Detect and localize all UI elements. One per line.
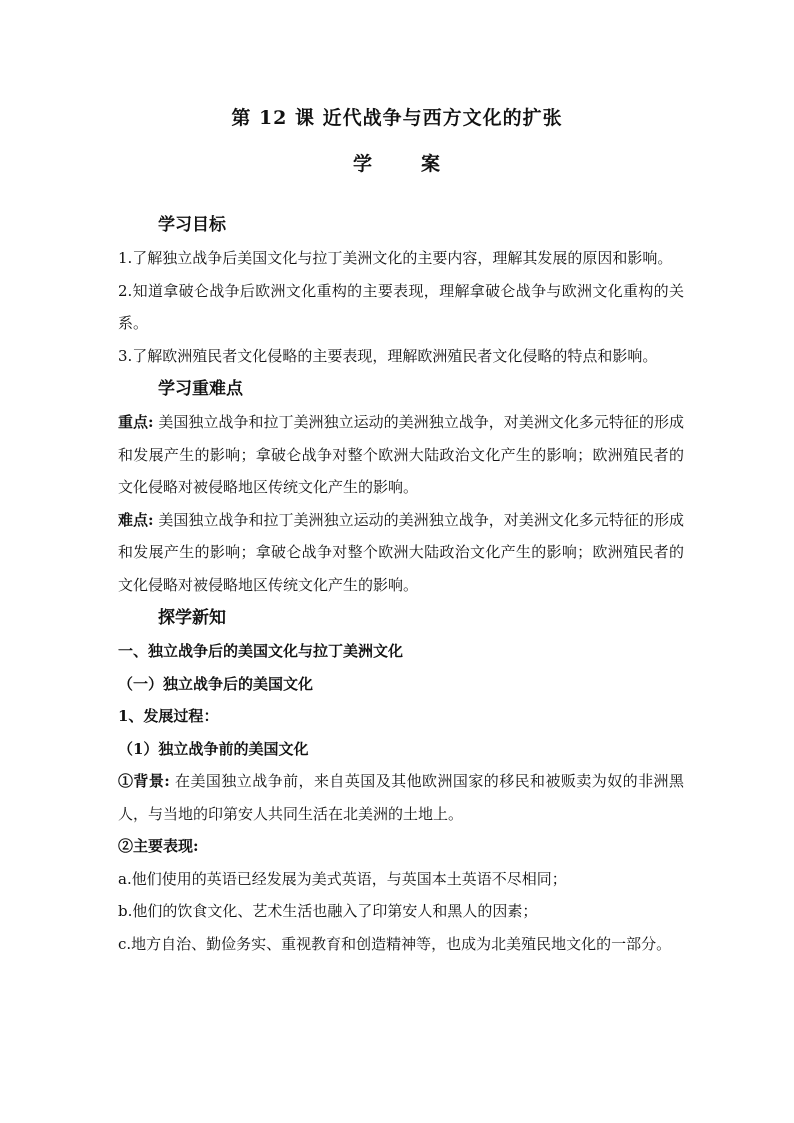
list-item: a.他们使用的英语已经发展为美式英语，与英国本土英语不尽相同；: [118, 869, 567, 888]
background-paragraph: [118, 765, 684, 830]
lesson-subtitle: [0, 149, 794, 176]
difficulty-paragraph: [118, 504, 684, 602]
list-item: b.他们的饮食文化、艺术生活也融入了印第安人和黑人的因素；: [118, 902, 538, 920]
subtitle-char-2: 案: [421, 153, 442, 175]
difficulty-label: 难点:: [118, 510, 154, 529]
explore-heading: 探学新知: [158, 608, 226, 628]
focus-label: 重点:: [118, 413, 154, 431]
objective-item: 3.了解欧洲殖民者文化侵略的主要表现，理解欧洲殖民者文化侵略的特点和影响。: [118, 346, 658, 365]
objective-item: 1.了解独立战争后美国文化与拉丁美洲文化的主要内容，理解其发展的原因和影响。: [118, 249, 673, 267]
background-text: 在美国独立战争前，来自英国及其他欧洲国家的移民和被贩卖为奴的非洲黑人，与当地的印第安人共同生活在北美洲的土地上。: [118, 772, 684, 823]
subtitle-char-1: 学: [352, 153, 373, 175]
difficulty-text: 美国独立战争和拉丁美洲独立运动的美洲独立战争，对美洲文化多元特征的形成和发展产生的影响；拿破仑战争对整个欧洲大陆政治文化产生的影响；欧洲殖民者的文化侵略对被侵略地区传统文化产生的影响。: [118, 510, 684, 594]
section-1-sub-1-heading: （一）独立战争后的美国文化: [118, 674, 314, 693]
list-item: c.地方自治、勤俭务实、重视教育和创造精神等，也成为北美殖民地文化的一部分。: [118, 934, 672, 953]
point-1-sub-1-heading: （1）独立战争前的美国文化: [118, 739, 309, 758]
objective-item: 2.知道拿破仑战争后欧洲文化重构的主要表现，理解拿破仑战争与欧洲文化重构的关系。: [118, 281, 684, 332]
key-points-heading: 学习重难点: [158, 379, 243, 399]
background-label: ①背景:: [118, 772, 170, 790]
document-body: [118, 208, 684, 960]
focus-paragraph: [118, 406, 684, 504]
objectives-heading: 学习目标: [158, 215, 226, 235]
section-1-heading: 一、独立战争后的美国文化与拉丁美洲文化: [118, 642, 404, 660]
main-expression-label: ②主要表现:: [118, 837, 199, 855]
focus-text: 美国独立战争和拉丁美洲独立运动的美洲独立战争，对美洲文化多元特征的形成和发展产生的影响；拿破仑战争对整个欧洲大陆政治文化产生的影响；欧洲殖民者的文化侵略对被侵略地区传统文化产生的影响。: [118, 413, 684, 496]
point-1-heading: 1、发展过程：: [118, 707, 219, 725]
lesson-title: 第 12 课 近代战争与西方文化的扩张: [231, 107, 563, 129]
